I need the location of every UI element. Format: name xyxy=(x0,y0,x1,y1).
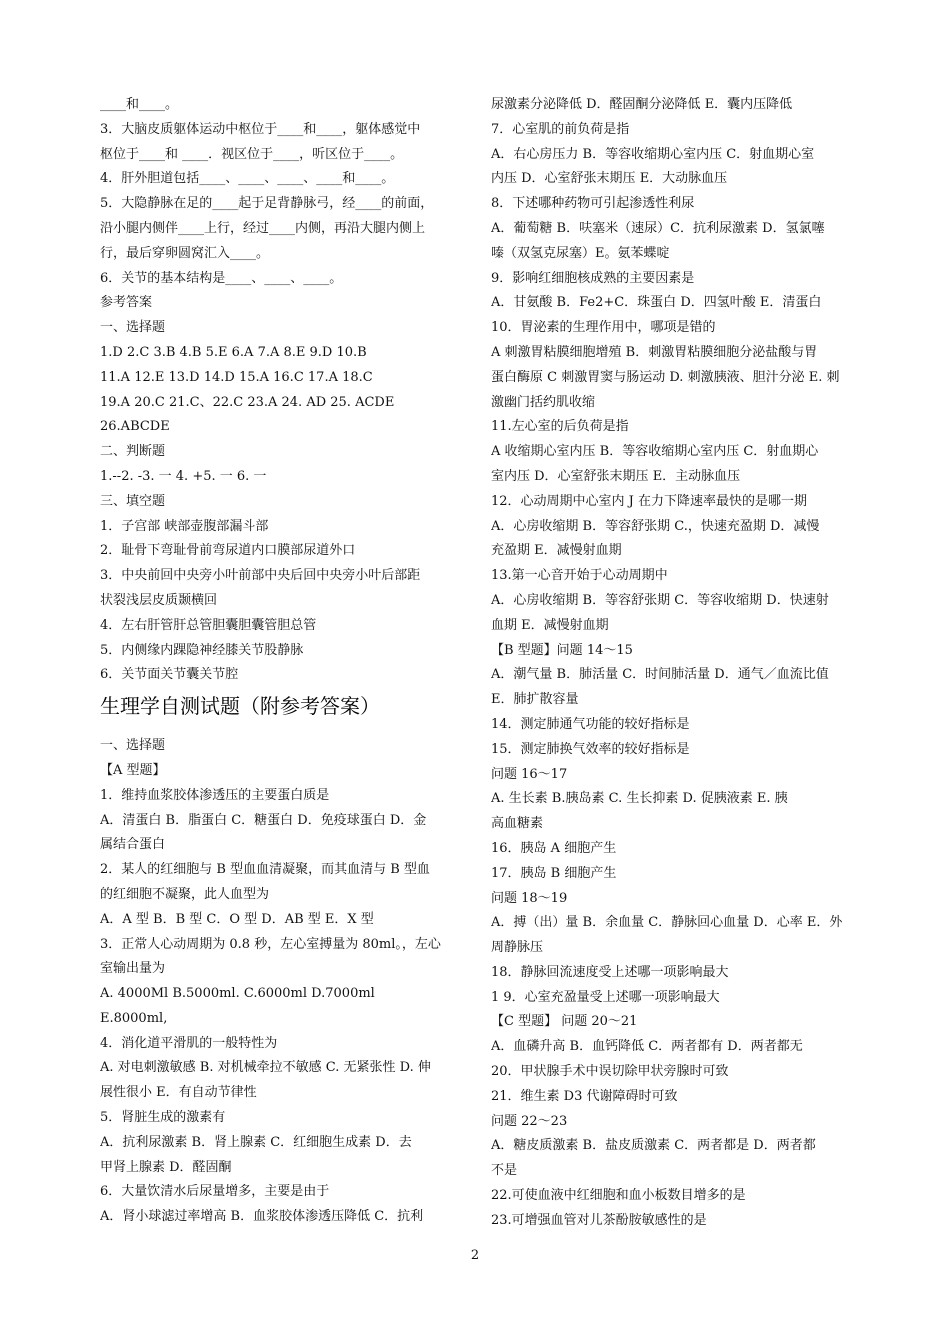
text-line: 18．静脉回流速度受上述哪一项影响最大 xyxy=(491,964,729,980)
text-line: 室输出量为 xyxy=(100,961,166,977)
text-line: 高血糖素 xyxy=(491,816,544,832)
text-line: 12．心动周期中心室内 J 在力下降速率最快的是哪一期 xyxy=(491,493,808,509)
text-line: 9．影响红细胞核成熟的主要因素是 xyxy=(491,270,695,286)
text-line: ____和____。 xyxy=(100,97,179,112)
text-line: 【B 型题】问题 14～15 xyxy=(491,642,633,658)
text-line: 4．左右肝管肝总管胆囊胆囊管胆总管 xyxy=(100,617,317,633)
text-line: A 收缩期心室内压 B．等容收缩期心室内压 C．射血期心 xyxy=(491,444,819,460)
text-line: A．糖皮质激素 B．盐皮质激素 C．两者都是 D．两者都 xyxy=(491,1138,816,1154)
text-line: 状裂浅层皮质颞横回 xyxy=(100,592,218,608)
text-line: A．血磷升高 B．血钙降低 C．两者都有 D．两者都无 xyxy=(491,1039,803,1055)
text-line: 不是 xyxy=(491,1163,518,1179)
text-line: 室内压 D．心室舒张末期压 E．主动脉血压 xyxy=(491,468,741,484)
text-line: 6．关节面关节囊关节腔 xyxy=(100,667,239,683)
text-line: 内压 D．心室舒张末期压 E．大动脉血压 xyxy=(491,171,728,187)
text-line: 枢位于____和 ____．视区位于____，听区位于____。 xyxy=(100,146,404,162)
text-line: A．心房收缩期 B．等容舒张期 C.，快速充盈期 D．减慢 xyxy=(491,518,820,534)
text-line: 周静脉压 xyxy=(491,940,544,956)
text-line: 7．心室肌的前负荷是指 xyxy=(491,121,630,137)
text-line: 5．肾脏生成的激素有 xyxy=(100,1110,226,1126)
text-line: 激幽门括约肌收缩 xyxy=(491,394,596,410)
text-line: 嗪（双氢克尿塞）E。氨苯蝶啶 xyxy=(491,245,670,261)
text-line: 11.左心室的后负荷是指 xyxy=(491,419,629,435)
text-line: 6．关节的基本结构是____、____、____。 xyxy=(100,270,343,286)
text-line: 3．正常人心动周期为 0.8 秒，左心室搏量为 80ml。，左心 xyxy=(100,936,441,952)
text-line: 1．维持血浆胶体渗透压的主要蛋白质是 xyxy=(100,787,330,803)
text-line: 的红细胞不凝聚，此人血型为 xyxy=(100,886,270,902)
text-line: E．肺扩散容量 xyxy=(491,692,579,708)
text-line: 23.可增强血管对儿茶酚胺敏感性的是 xyxy=(491,1212,707,1228)
text-line: 16．胰岛 A 细胞产生 xyxy=(491,840,617,856)
text-line: 2．某人的红细胞与 B 型血血清凝聚，而其血清与 B 型血 xyxy=(100,862,430,878)
text-line: 二、判断题 xyxy=(100,444,166,460)
text-line: A．清蛋白 B．脂蛋白 C．糖蛋白 D．免疫球蛋白 D．金 xyxy=(100,812,427,828)
text-line: 三、填空题 xyxy=(100,493,166,509)
text-line: 1.D 2.C 3.B 4.B 5.E 6.A 7.A 8.E 9.D 10.B xyxy=(100,344,367,360)
left-column xyxy=(100,93,460,1230)
text-line: A．潮气量 B．肺活量 C．时间肺活量 D．通气／血流比值 xyxy=(491,667,829,683)
text-line: 一、选择题 xyxy=(100,738,166,754)
text-line: 展性很小 E．有自动节律性 xyxy=(100,1085,257,1101)
text-line: 8．下述哪种药物可引起渗透性利尿 xyxy=(491,196,695,212)
text-line: A. 对电刺激敏感 B. 对机械牵拉不敏感 C. 无紧张性 D. 伸 xyxy=(100,1060,431,1076)
text-line: 14．测定肺通气功能的较好指标是 xyxy=(491,716,690,732)
text-line: A．心房收缩期 B．等容舒张期 C．等容收缩期 D．快速射 xyxy=(491,592,829,608)
text-line: 血期 E．减慢射血期 xyxy=(491,617,609,633)
text-line: A．甘氨酸 B．Fe2+C．珠蛋白 D．四氢叶酸 E．清蛋白 xyxy=(491,295,822,311)
text-line: 1 9．心室充盈量受上述哪一项影响最大 xyxy=(491,989,720,1005)
text-line: 充盈期 E．减慢射血期 xyxy=(491,543,622,559)
section-title: 生理学自测试题（附参考答案） xyxy=(100,694,380,719)
text-line: 1．子宫部 峡部壶腹部漏斗部 xyxy=(100,518,269,534)
text-line: 11.A 12.E 13.D 14.D 15.A 16.C 17.A 18.C xyxy=(100,369,373,385)
text-line: A. 4000Ml B.5000ml. C.6000ml D.7000ml xyxy=(100,986,375,1002)
text-line: A．右心房压力 B．等容收缩期心室内压 C．射血期心室 xyxy=(491,146,815,162)
text-line: 13.第一心音开始于心动周期中 xyxy=(491,568,668,584)
text-line: 1.--2. -3. 一 4. +5. 一 6. 一 xyxy=(100,468,267,484)
text-line: 甲肾上腺素 D．醛固酮 xyxy=(100,1159,232,1175)
text-line: 22.可使血液中红细胞和血小板数目增多的是 xyxy=(491,1188,746,1204)
text-line: 沿小腿内侧伴____上行，经过____内侧，再沿大腿内侧上 xyxy=(100,220,426,236)
text-line: 4．肝外胆道包括____、____、____、____和____。 xyxy=(100,171,395,187)
text-line: 【C 型题】 问题 20～21 xyxy=(491,1014,638,1030)
text-line: 20．甲状腺手术中误切除甲状旁腺时可致 xyxy=(491,1064,729,1080)
text-line: 蛋白酶原 C 刺激胃窦与肠运动 D. 刺激胰液、胆汁分泌 E. 刺 xyxy=(491,369,840,385)
text-line: 19.A 20.C 21.C、22.C 23.A 24. AD 25. ACDE xyxy=(100,394,395,410)
text-line: A．肾小球滤过率增高 B．血浆胶体渗透压降低 C．抗利 xyxy=(100,1209,424,1225)
text-line: A 刺激胃粘膜细胞增殖 B．刺激胃粘膜细胞分泌盐酸与胃 xyxy=(491,344,818,360)
right-column xyxy=(491,93,853,1234)
text-line: 问题 22～23 xyxy=(491,1113,568,1129)
text-line: 15．测定肺换气效率的较好指标是 xyxy=(491,741,690,757)
text-line: 问题 16～17 xyxy=(491,766,568,782)
text-line: 参考答案 xyxy=(100,295,153,311)
text-line: A．搏（出）量 B．余血量 C．静脉回心血量 D．心率 E．外 xyxy=(491,915,843,931)
text-line: 尿激素分泌降低 D．醛固酮分泌降低 E．囊内压降低 xyxy=(491,97,793,112)
text-line: 一、选择题 xyxy=(100,320,166,336)
text-line: 行，最后穿卵圆窝汇入____。 xyxy=(100,245,270,261)
text-line: 4．消化道平滑肌的一般特性为 xyxy=(100,1035,278,1051)
text-line: A. 生长素 B.胰岛素 C. 生长抑素 D. 促胰液素 E. 胰 xyxy=(491,791,788,807)
text-line: 属结合蛋白 xyxy=(100,837,166,853)
physiology-questions-part1 xyxy=(100,734,460,1230)
text-line: 6．大量饮清水后尿量增多，主要是由于 xyxy=(100,1184,330,1200)
text-line: 2．耻骨下弯耻骨前弯尿道内口膜部尿道外口 xyxy=(100,543,356,559)
text-line: 21．维生素 D3 代谢障碍时可致 xyxy=(491,1088,678,1104)
text-line: 3．中央前回中央旁小叶前部中央后回中央旁小叶后部距 xyxy=(100,568,421,584)
text-line: 26.ABCDE xyxy=(100,419,170,435)
previous-exam-answers xyxy=(100,93,460,688)
text-line: A．抗利尿激素 B．肾上腺素 C．红细胞生成素 D．去 xyxy=(100,1134,412,1150)
text-line: 【A 型题】 xyxy=(100,762,166,778)
text-line: A．A 型 B．B 型 C．O 型 D．AB 型 E．X 型 xyxy=(100,911,374,927)
text-line: 3．大脑皮质躯体运动中枢位于____和____，躯体感觉中 xyxy=(100,121,421,137)
text-line: 问题 18～19 xyxy=(491,890,568,906)
text-line: A．葡萄糖 B．呋塞米（速尿）C．抗利尿激素 D．氢氯噻 xyxy=(491,220,825,236)
text-line: 5．内侧缘内踝隐神经膝关节股静脉 xyxy=(100,642,304,658)
text-line: 10．胃泌素的生理作用中，哪项是错的 xyxy=(491,320,716,336)
text-line: 17．胰岛 B 细胞产生 xyxy=(491,865,617,881)
page-number: 2 xyxy=(470,1248,480,1263)
text-line: E.8000ml, xyxy=(100,1010,168,1026)
text-line: 5．大隐静脉在足的____起于足背静脉弓，经____的前面， xyxy=(100,196,434,212)
